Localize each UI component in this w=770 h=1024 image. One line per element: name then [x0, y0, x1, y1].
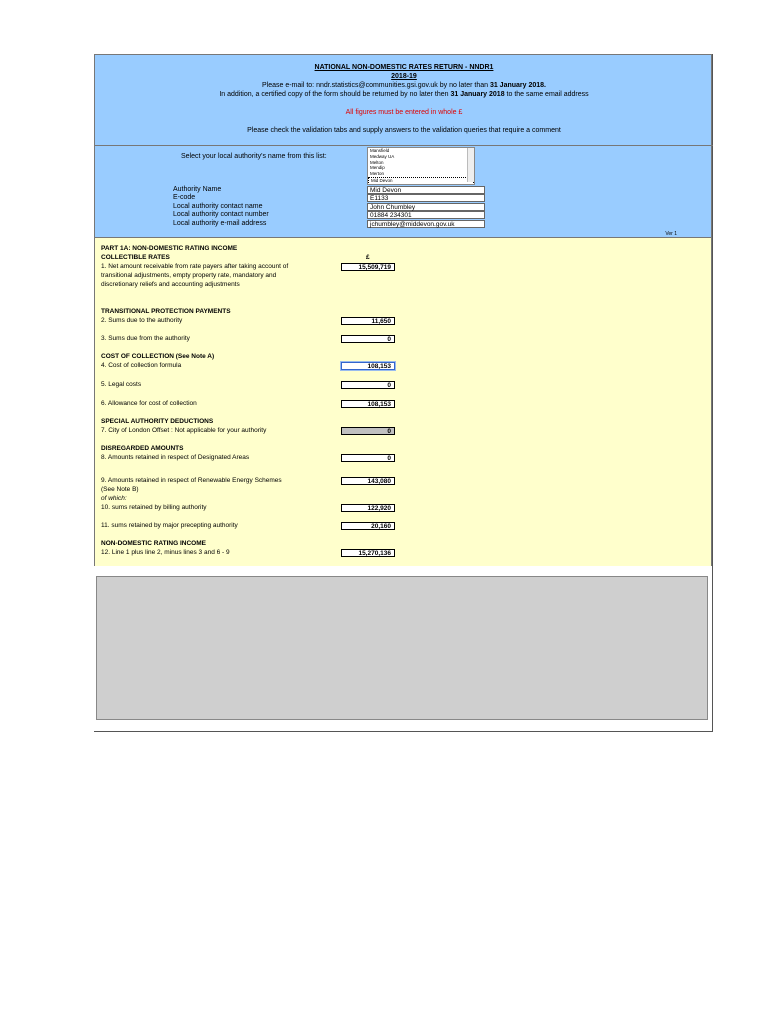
validation-note: Please check the validation tabs and supply answers to the validation queries that require a comment: [247, 127, 561, 134]
of-which-label: of which:: [101, 495, 127, 502]
section-disregarded: DISREGARDED AMOUNTS: [101, 445, 184, 452]
contact-number-label: Local authority contact number: [173, 211, 269, 218]
authority-name-field[interactable]: Mid Devon: [367, 186, 485, 194]
listbox-scrollbar[interactable]: [467, 148, 474, 182]
line1-label-cont2: discretionary reliefs and accounting adjustments: [101, 281, 240, 288]
line4-value[interactable]: 108,153: [341, 362, 395, 370]
whole-pounds-note: All figures must be entered in whole £: [345, 109, 463, 116]
line1-label-cont: transitional adjustments, empty property rate, mandatory and: [101, 272, 277, 279]
line6-label: 6. Allowance for cost of collection: [101, 400, 197, 407]
email-instruction: Please e-mail to: nndr.statistics@communities.gsi.gov.uk by no later than 31 January 2018.: [261, 82, 546, 89]
line7-value: 0: [341, 427, 395, 435]
line8-value[interactable]: 0: [341, 454, 395, 462]
line10-label: 10. sums retained by billing authority: [101, 504, 207, 511]
nndr1-sheet: [94, 54, 713, 732]
line11-value[interactable]: 20,160: [341, 522, 395, 530]
section-rating-income: NON-DOMESTIC RATING INCOME: [101, 540, 206, 547]
authority-option[interactable]: Medway UA: [370, 153, 395, 159]
version-label: Ver 1: [665, 231, 677, 237]
contact-email-field[interactable]: jchumbley@middevon.gov.uk: [367, 220, 485, 228]
form-year: 2018-19: [391, 73, 417, 80]
line1-value[interactable]: 15,509,719: [341, 263, 395, 271]
line3-label: 3. Sums due from the authority: [101, 335, 190, 342]
line3-value[interactable]: 0: [341, 335, 395, 343]
contact-name-field[interactable]: John Chumbley: [367, 203, 485, 211]
ecode-field[interactable]: E1133: [367, 194, 485, 202]
line12-label: 12. Line 1 plus line 2, minus lines 3 and 6 - 9: [101, 549, 230, 556]
form-body: [94, 238, 712, 566]
certified-instruction: In addition, a certified copy of the form should be returned by no later then 31 January 2018 to the same email address: [219, 91, 589, 98]
authority-option[interactable]: Mansfield: [370, 148, 390, 153]
line1-label: 1. Net amount receivable from rate payers after taking account of: [101, 263, 289, 270]
form-title: NATIONAL NON-DOMESTIC RATES RETURN - NNDR1: [314, 64, 494, 71]
header-divider: [95, 145, 713, 146]
select-authority-label: Select your local authority's name from this list:: [181, 153, 327, 160]
authority-name-label: Authority Name: [173, 186, 222, 193]
section-transitional: TRANSITIONAL PROTECTION PAYMENTS: [101, 308, 231, 315]
authority-option[interactable]: Merton: [370, 171, 385, 177]
section-collectible-rates: COLLECTIBLE RATES: [101, 254, 170, 261]
authority-option[interactable]: Mendip: [370, 165, 385, 171]
line5-value[interactable]: 0: [341, 381, 395, 389]
header-panel: [94, 54, 712, 238]
line9-note: (See Note B): [101, 486, 139, 493]
authority-option[interactable]: Melton: [370, 159, 384, 165]
line8-label: 8. Amounts retained in respect of Designated Areas: [101, 454, 250, 461]
section-special-deductions: SPECIAL AUTHORITY DEDUCTIONS: [101, 418, 214, 425]
comments-panel[interactable]: [96, 576, 708, 720]
authority-listbox[interactable]: [367, 147, 475, 185]
contact-name-label: Local authority contact name: [173, 203, 263, 210]
line6-value[interactable]: 108,153: [341, 400, 395, 408]
ecode-label: E-code: [173, 194, 196, 201]
part-title: PART 1A: NON-DOMESTIC RATING INCOME: [101, 245, 238, 252]
contact-number-field[interactable]: 01884 234301: [367, 211, 485, 219]
line11-label: 11. sums retained by major precepting authority: [101, 522, 238, 529]
line5-label: 5. Legal costs: [101, 381, 142, 388]
authority-option-selected[interactable]: Mid Devon: [368, 177, 474, 185]
line4-label: 4. Cost of collection formula: [101, 362, 182, 369]
contact-email-label: Local authority e-mail address: [173, 220, 267, 227]
line2-label: 2. Sums due to the authority: [101, 317, 183, 324]
line7-label: 7. City of London Offset : Not applicable for your authority: [101, 427, 267, 434]
section-cost-of-collection: COST OF COLLECTION (See Note A): [101, 353, 215, 360]
currency-label: £: [366, 254, 370, 261]
line10-value[interactable]: 122,920: [341, 504, 395, 512]
line9-label: 9. Amounts retained in respect of Renewable Energy Schemes: [101, 477, 282, 484]
line12-value: 15,270,136: [341, 549, 395, 557]
line9-value[interactable]: 143,080: [341, 477, 395, 485]
line2-value[interactable]: 11,650: [341, 317, 395, 325]
